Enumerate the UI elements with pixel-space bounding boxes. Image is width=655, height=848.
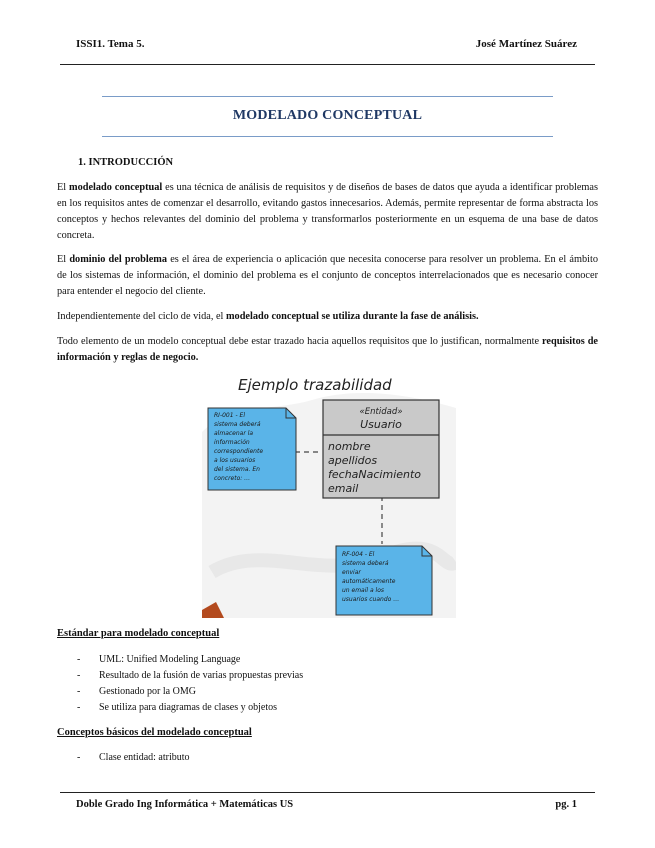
term-modelado-conceptual: modelado conceptual xyxy=(69,182,163,193)
entity-usuario xyxy=(323,400,439,498)
paragraph-trazabilidad: Todo elemento de un modelo conceptual debe estar trazado hacia aquellos requisitos que lo justifican, normalmente requisitos de información y reglas de negocio. xyxy=(57,336,598,363)
figure-title: Ejemplo trazabilidad xyxy=(238,376,392,394)
entity-attributes: nombre apellidos fechaNacimiento email xyxy=(328,440,422,495)
term-dominio: dominio del problema xyxy=(69,254,168,265)
section-heading-conceptos: Conceptos básicos del modelado conceptual xyxy=(57,727,252,738)
list-item: - Resultado de la fusión de varias propuestas previas xyxy=(77,668,303,684)
page-title: MODELADO CONCEPTUAL xyxy=(232,108,423,123)
basics-list xyxy=(77,750,190,766)
section-heading-introduccion: 1. INTRODUCCIÓN xyxy=(78,157,174,168)
title-bottom-rule xyxy=(102,136,553,137)
figure-trazabilidad xyxy=(202,372,456,618)
page-number: pg. 1 xyxy=(555,799,577,810)
list-item: - Se utiliza para diagramas de clases y objetos xyxy=(77,700,303,716)
entity-stereotype: «Entidad» xyxy=(359,407,403,417)
note-requisito-ri001 xyxy=(208,408,296,490)
paragraph-dominio: El dominio del problema es el área de experiencia o aplicación que necesita conocerse para resolver un problema. En el ámbito de los sistemas de información, el dominio del problema es el conjunto de conceptos interrelacionados que es necesario conocer para entender el negocio del cliente. xyxy=(57,254,599,297)
standard-list xyxy=(77,652,303,716)
paragraph-modelado: El modelado conceptual es una técnica de análisis de requisitos y de diseños de bases de datos que ayuda a identificar problemas en los requisitos antes de comenzar el desarrollo, evitando gastos innecesarios. Además, permite representar de forma abstracta los conceptos y hechos relevantes del dominio del problema y transformarlos posteriormente en un esquema de una base de datos concreta. xyxy=(57,182,598,241)
header-right: José Martínez Suárez xyxy=(475,38,577,50)
paragraph-fase-analisis: Independientemente del ciclo de vida, el modelado conceptual se utiliza durante la fase de análisis. xyxy=(57,311,479,322)
term-requisitos: requisitos de información y reglas de negocio. xyxy=(57,336,598,363)
footer-left: Doble Grado Ing Informática + Matemáticas US xyxy=(76,799,294,810)
title-top-rule xyxy=(102,96,553,97)
svg-text:RI-001 - El sistema de: RI-001 - El sistema deberá almacenar la información correspondiente a los usuarios del sistema. En concreto: … xyxy=(214,412,264,482)
list-item: - UML: Unified Modeling Language xyxy=(77,652,303,668)
list-item: - Clase entidad: atributo xyxy=(77,750,190,766)
term-fase-analisis: modelado conceptual se utiliza durante la fase de análisis. xyxy=(225,311,479,322)
header-left: ISSI1. Tema 5. xyxy=(76,38,145,50)
list-item: - Gestionado por la OMG xyxy=(77,684,303,700)
section-heading-estandar: Estándar para modelado conceptual xyxy=(57,628,220,639)
header-rule xyxy=(60,64,595,65)
entity-name: Usuario xyxy=(360,418,402,431)
footer-rule xyxy=(60,792,595,793)
svg-text:RF-004 - El sistema de: RF-004 - El sistema deberá enviar automáticamente un email a los usuarios cuando … xyxy=(342,551,400,603)
note-requisito-rf004 xyxy=(336,546,432,615)
